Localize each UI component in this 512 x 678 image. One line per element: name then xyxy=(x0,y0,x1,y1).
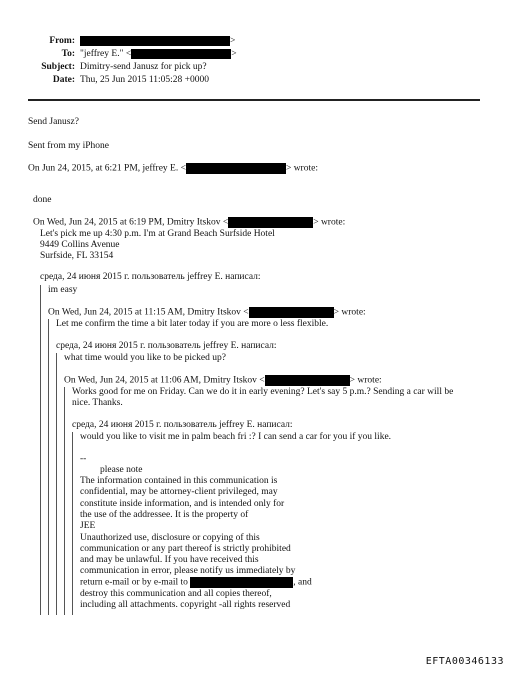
body-line: Let's pick me up 4:30 p.m. I'm at Grand Beach Surfside Hotel xyxy=(40,229,275,239)
signature-line: Unauthorized use, disclosure or copying of this xyxy=(80,532,260,543)
quote-bar xyxy=(40,285,41,615)
document-id: EFTA00346133 xyxy=(425,656,504,667)
quote-header-tail: > wrote: xyxy=(333,307,366,318)
quote-header-tail: > wrote: xyxy=(349,375,382,386)
body-line: Send Janusz? xyxy=(28,117,79,127)
signature-line: The information contained in this communication is xyxy=(80,476,278,486)
signature-line: destroy this communication and all copies thereof, xyxy=(80,589,272,599)
to-tail: > xyxy=(231,49,237,60)
quote-header xyxy=(33,217,345,229)
quote-header-text: On Wed, Jun 24, 2015 at 6:19 PM, Dmitry Itskov < xyxy=(33,217,229,228)
body-line: Let me confirm the time a bit later today if you are more o less flexible. xyxy=(56,319,329,329)
signature-line: communication or any part thereof is strictly prohibited xyxy=(80,543,291,554)
body-line: im easy xyxy=(48,285,78,295)
body-line: what time would you like to be picked up? xyxy=(64,353,226,363)
quote-header xyxy=(28,163,318,175)
signature-line: the use of the addressee. It is the property of xyxy=(80,509,249,520)
to-label: To: xyxy=(61,49,75,59)
redaction-box xyxy=(186,163,286,174)
from-label: From: xyxy=(49,36,75,46)
redaction-box xyxy=(265,375,350,386)
redaction-box xyxy=(249,307,334,318)
signature-line: and may be unlawful. If you have received this xyxy=(80,555,259,566)
quote-bar xyxy=(64,387,65,615)
quote-header-tail: > wrote: xyxy=(313,217,346,228)
date-value: Thu, 25 Jun 2015 11:05:28 +0000 xyxy=(80,75,210,85)
quote-header: среда, 24 июня 2015 г. пользователь jeffrey E. написал: xyxy=(40,272,261,282)
signature-line xyxy=(80,577,312,589)
signature-line: communication in error, please notify us immediately by xyxy=(80,566,296,577)
body-line: would you like to visit me in palm beach fri :? I can send a car for you if you like. xyxy=(80,432,392,442)
redaction-box xyxy=(190,577,293,588)
redaction-box xyxy=(80,36,230,46)
subject-label: Subject: xyxy=(41,62,75,72)
quote-header-tail: > wrote: xyxy=(285,163,318,174)
signature-line: JEE xyxy=(80,521,96,532)
redaction-box xyxy=(131,49,231,59)
quote-header: среда, 24 июня 2015 г. пользователь jeffrey E. написал: xyxy=(72,420,293,430)
signature-line: including all attachments. copyright -all rights reserved xyxy=(80,600,291,610)
date-label: Date: xyxy=(52,75,75,85)
body-line: done xyxy=(33,195,52,205)
quote-bar xyxy=(72,432,73,615)
subject-value: Dimitry-send Janusz for pick up? xyxy=(80,62,207,72)
quote-bar xyxy=(48,319,49,615)
to-value xyxy=(80,49,237,61)
body-line: Sent from my iPhone xyxy=(28,141,110,151)
quote-header-text: On Wed, Jun 24, 2015 at 11:15 AM, Dmitry Itskov < xyxy=(48,307,249,318)
body-line: nice. Thanks. xyxy=(72,398,123,408)
from-tail: > xyxy=(230,36,236,47)
redaction-box xyxy=(228,217,313,228)
to-name: "jeffrey E." < xyxy=(80,49,132,60)
quote-header: среда, 24 июня 2015 г. пользователь jeffrey E. написал: xyxy=(56,341,277,351)
body-line: 9449 Collins Avenue xyxy=(40,240,120,250)
header-divider xyxy=(28,99,480,101)
quote-bar xyxy=(56,353,57,615)
from-value xyxy=(80,36,235,48)
signature-dash: -- xyxy=(80,454,87,464)
signature-line: confidential, may be attorney-client privileged, may xyxy=(80,487,278,498)
body-line: Works good for me on Friday. Can we do it in early evening? Let's say 5 p.m.? Sending a car will be xyxy=(72,387,454,397)
signature-title: please note xyxy=(100,465,143,475)
quote-header xyxy=(48,307,366,319)
quote-header-text: On Jun 24, 2015, at 6:21 PM, jeffrey E. < xyxy=(28,163,186,174)
body-line: Surfside, FL 33154 xyxy=(40,251,114,261)
quote-header-text: On Wed, Jun 24, 2015 at 11:06 AM, Dmitry Itskov < xyxy=(64,375,265,386)
signature-text: , and xyxy=(293,577,312,588)
signature-text: return e-mail or by e-mail to xyxy=(80,577,188,588)
quote-header xyxy=(64,375,382,387)
signature-line: constitute inside information, and is intended only for xyxy=(80,498,285,509)
